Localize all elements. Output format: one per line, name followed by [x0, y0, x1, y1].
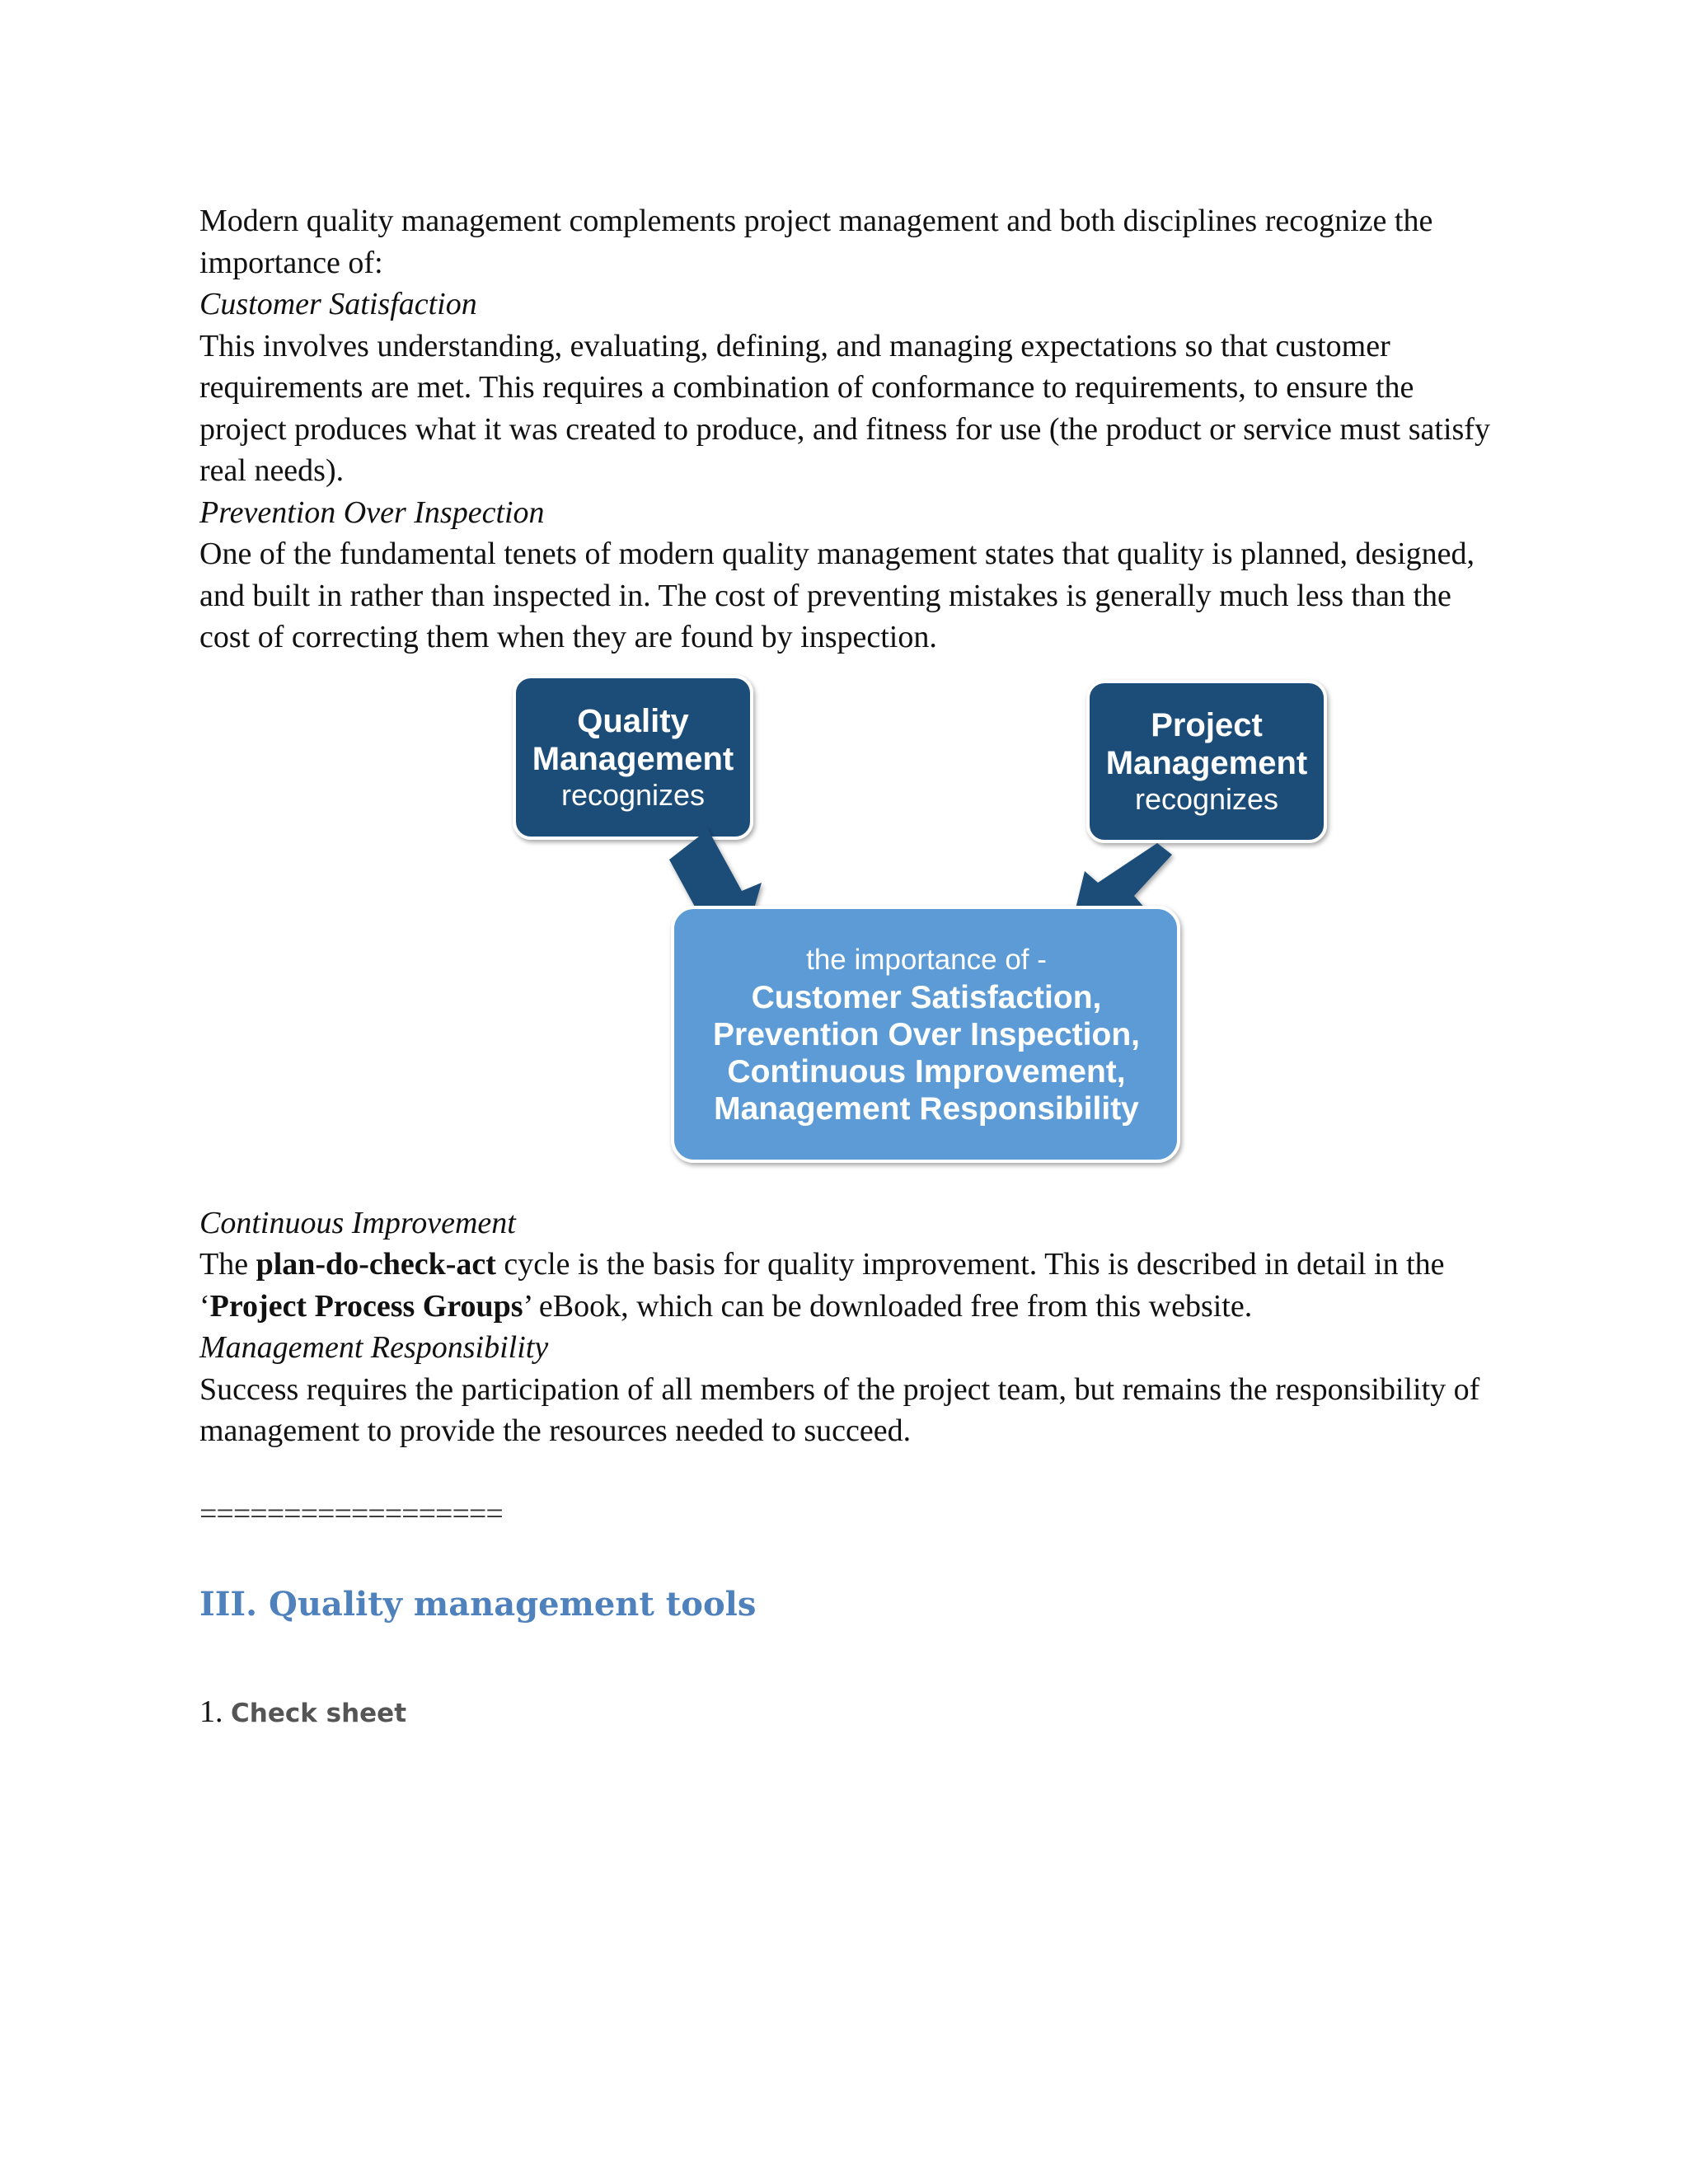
- prevention-over-inspection-heading: Prevention Over Inspection: [199, 494, 545, 530]
- management-responsibility-heading: Management Responsibility: [199, 1330, 549, 1365]
- section-heading: III. Quality management tools: [199, 1584, 757, 1624]
- quality-project-management-diagram: [199, 668, 1502, 1201]
- project-management-box-label: [1088, 682, 1325, 841]
- project-box-line2: Management: [1105, 744, 1308, 781]
- customer-satisfaction-body: This involves understanding, evaluating, defining, and managing expectations so that customer requirements are met. This requires a combination of conformance to requirements, to ensure the project produces what it was created to produce, and fitness for use (the product or service must satisfy real needs).: [199, 328, 1490, 488]
- importance-item: Management Responsibility: [714, 1090, 1139, 1127]
- continuous-improvement-body: [199, 1244, 1502, 1327]
- ci-text-3: ’ eBook, which can be downloaded free from this website.: [523, 1288, 1253, 1324]
- document-page: [199, 200, 1502, 1734]
- importance-item: Customer Satisfaction,: [751, 979, 1102, 1015]
- quality-box-line3: recognizes: [560, 777, 706, 812]
- ci-bold-pdca: plan-do-check-act: [256, 1247, 496, 1282]
- ci-text-1: The: [199, 1247, 256, 1282]
- subsection-title: Check sheet: [231, 1698, 407, 1728]
- quality-box-line2: Management: [532, 740, 734, 777]
- project-box-line3: recognizes: [1134, 781, 1279, 816]
- importance-intro: the importance of -: [806, 943, 1047, 976]
- intro-paragraph: Modern quality management complements project management and both disciplines recognize the importance of:: [199, 204, 1433, 280]
- quality-box-line1: Quality: [577, 702, 689, 739]
- project-box-line1: Project: [1151, 706, 1263, 743]
- importance-item: Continuous Improvement,: [727, 1053, 1126, 1090]
- continuous-improvement-heading: Continuous Improvement: [199, 1205, 516, 1240]
- prevention-over-inspection-body: One of the fundamental tenets of modern quality management states that quality is planned, designed, and built in rather than inspected in. The cost of preventing mistakes is generally much less than the cost of correcting them when they are found by inspection.: [199, 537, 1475, 654]
- quality-management-box-label: [514, 677, 752, 838]
- separator-line: ==================: [199, 1496, 503, 1531]
- subsection-number: 1.: [199, 1694, 231, 1729]
- subsection-heading: [199, 1691, 1502, 1734]
- ci-bold-process-groups: Project Process Groups: [209, 1288, 523, 1324]
- management-responsibility-body: Success requires the participation of all members of the project team, but remains the responsibility of management to provide the resources needed to succeed.: [199, 1371, 1480, 1448]
- importance-item: Prevention Over Inspection,: [713, 1016, 1140, 1052]
- ci-text-2: cycle is the basis for quality improvement. This is described in detail in the ‘: [199, 1247, 1445, 1324]
- importance-box-label: [676, 909, 1177, 1160]
- customer-satisfaction-heading: Customer Satisfaction: [199, 287, 477, 321]
